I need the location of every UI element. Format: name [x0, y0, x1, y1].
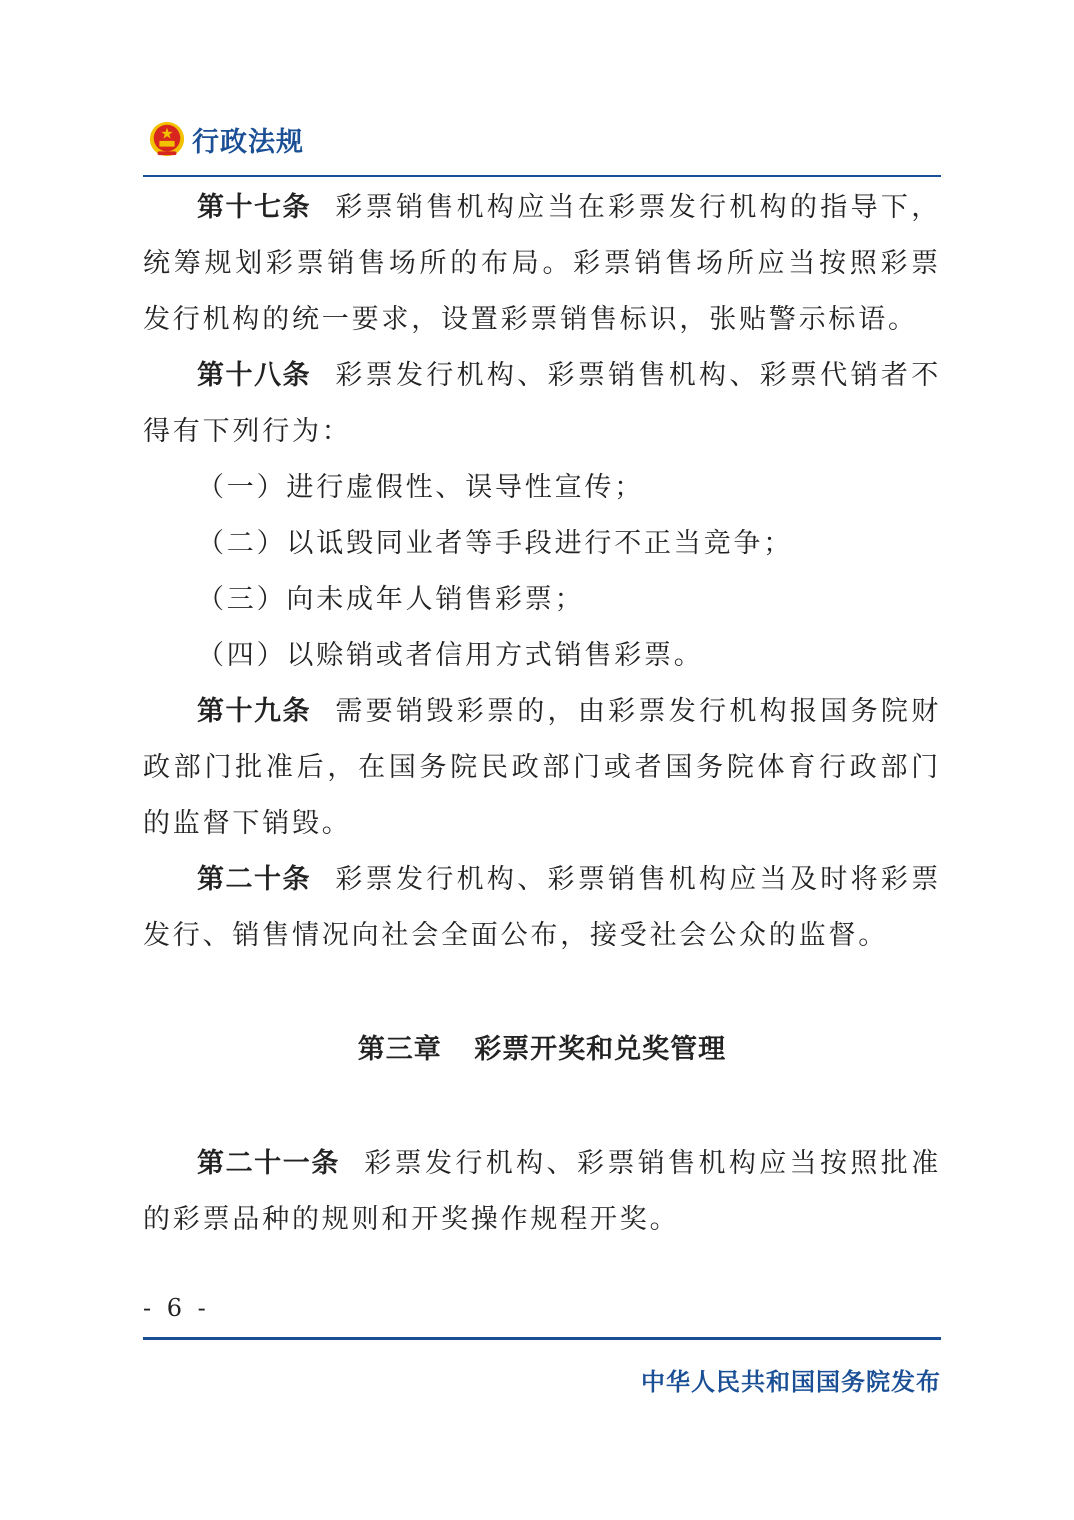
article-text: 彩票发行机构、彩票销售机构、彩票代销者不得有下列行为：	[143, 360, 942, 447]
list-item: （三）向未成年人销售彩票；	[197, 584, 585, 615]
list-item: （四）以赊销或者信用方式销售彩票。	[197, 640, 704, 671]
page-number: - 6 -	[143, 1294, 210, 1322]
chapter-title: 彩票开奖和兑奖管理	[474, 1034, 727, 1065]
article-text: 彩票发行机构、彩票销售机构应当及时将彩票发行、销售情况向社会全面公布，接受社会公众的监督。	[143, 864, 942, 951]
article-paragraph	[143, 684, 941, 852]
header-divider	[143, 175, 941, 177]
article-label: 第二十条	[197, 864, 312, 895]
article-text: 需要销毁彩票的，由彩票发行机构报国务院财政部门批准后，在国务院民政部门或者国务院体育行政部门的监督下销毁。	[143, 696, 942, 839]
article-text: 彩票发行机构、彩票销售机构应当按照批准的彩票品种的规则和开奖操作规程开奖。	[143, 1148, 941, 1235]
article-paragraph	[143, 348, 941, 460]
article-label: 第十九条	[197, 696, 312, 727]
document-body-continued	[143, 1136, 941, 1248]
list-item: （二）以诋毁同业者等手段进行不正当竞争；	[197, 528, 793, 559]
article-label: 第二十一条	[197, 1148, 340, 1179]
article-label: 第十七条	[197, 192, 312, 223]
document-body	[143, 180, 941, 964]
chapter-heading	[143, 1025, 941, 1075]
article-paragraph	[143, 852, 941, 964]
footer-divider	[143, 1337, 941, 1340]
chapter-number: 第三章	[357, 1034, 442, 1065]
article-paragraph	[143, 180, 941, 348]
article-label: 第十八条	[197, 360, 312, 391]
article-paragraph	[143, 1136, 941, 1248]
national-emblem-icon	[148, 120, 186, 158]
header-title: 行政法规	[192, 126, 304, 158]
footer-publisher: 中华人民共和国国务院发布	[641, 1368, 941, 1396]
article-text: 彩票销售机构应当在彩票发行机构的指导下，统筹规划彩票销售场所的布局。彩票销售场所应当按照彩票发行机构的统一要求，设置彩票销售标识，张贴警示标语。	[143, 192, 942, 335]
list-item: （一）进行虚假性、误导性宣传；	[197, 472, 644, 503]
header	[148, 117, 304, 161]
